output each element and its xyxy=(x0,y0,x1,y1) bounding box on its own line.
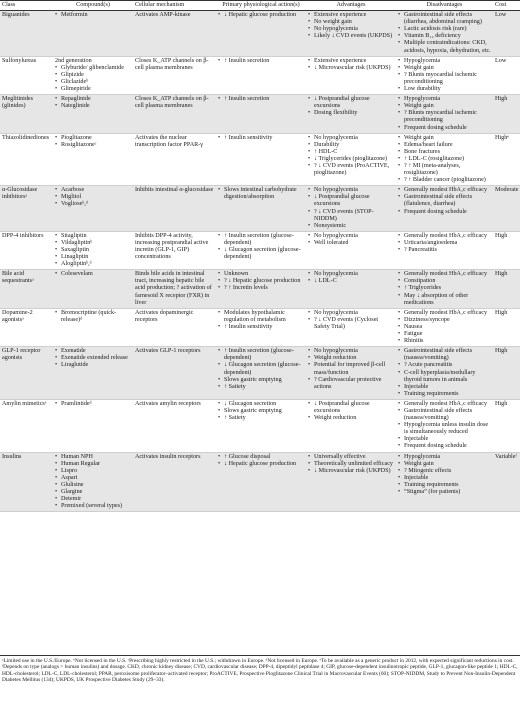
cell-class: Insulins xyxy=(0,452,53,512)
physiology-item: • ↓ Hepatic glucose production xyxy=(218,461,304,468)
cell-mechanism: Binds bile acids in intestinal tract, increasing hepatic bile acid production; ? activation of farnesoid X receptor (FXR) in liver xyxy=(133,270,216,308)
disadvantages-list xyxy=(398,401,491,451)
table-row xyxy=(0,231,520,269)
compounds-list xyxy=(55,310,131,324)
advantages-list xyxy=(308,12,394,40)
disadvantages-item: • Hypoglycemia xyxy=(398,58,491,65)
compounds-item: • Glyburide/ glibenclamide xyxy=(55,65,131,72)
header-mechanism: Cellular mechanism xyxy=(133,1,216,11)
cell-mechanism: Activates GLP-1 receptors xyxy=(133,347,216,400)
disadvantages-item: • Hypoglycemia xyxy=(398,454,491,461)
cell-disadvantages xyxy=(396,11,493,57)
physiology-item: • ↓ Hepatic glucose production xyxy=(218,12,304,19)
physiology-item: • ↑ Insulin secretion (glucose-dependent) xyxy=(218,348,304,362)
cell-cost: Variableᶠ xyxy=(493,452,520,512)
disadvantages-item: • Edema/heart failure xyxy=(398,142,491,149)
disadvantages-item: • Multiple contraindications: CKD, acidosis, hypoxia, dehydration, etc. xyxy=(398,40,491,54)
compounds-list xyxy=(55,233,131,268)
cell-advantages xyxy=(306,308,396,346)
cell-class: Bile acid sequestrantsᵃ xyxy=(0,270,53,308)
compounds-list xyxy=(55,271,131,278)
compounds-item: • Sitagliptin xyxy=(55,233,131,240)
disadvantages-item: • ? Pancreatitis xyxy=(398,247,491,254)
cell-physiology xyxy=(216,95,306,133)
cell-cost: Low xyxy=(493,11,520,57)
advantages-item: • No hypoglycemia xyxy=(308,135,394,142)
cell-physiology xyxy=(216,308,306,346)
physiology-list xyxy=(218,12,304,19)
physiology-item: • Slows gastric emptying xyxy=(218,377,304,384)
disadvantages-item: • Vitamin B₁₂ deficiency xyxy=(398,33,491,40)
table-row xyxy=(0,11,520,57)
cell-physiology xyxy=(216,11,306,57)
cell-cost: High xyxy=(493,347,520,400)
cell-advantages xyxy=(306,231,396,269)
disadvantages-item: • ? Blunts myocardial ischemic preconditioning xyxy=(398,110,491,124)
advantages-item: • No hypoglycemia xyxy=(308,26,394,33)
disadvantages-list xyxy=(398,12,491,55)
disadvantages-item: • Frequent dosing schedule xyxy=(398,443,491,450)
advantages-item: • Extensive experience xyxy=(308,12,394,19)
disadvantages-item: • ? Acute pancreatitis xyxy=(398,362,491,369)
disadvantages-item: • Gastrointestinal side effects (diarrhea, abdominal cramping) xyxy=(398,12,491,26)
cell-disadvantages xyxy=(396,56,493,94)
disadvantages-item: • Weight gain xyxy=(398,135,491,142)
cell-compounds xyxy=(53,11,133,57)
advantages-item: • ? ↓ CVD events (Cycloset Safety Trial) xyxy=(308,317,394,331)
disadvantages-item: • Generally modest HbA₁c efficacy xyxy=(398,271,491,278)
cell-cost: Moderate xyxy=(493,186,520,232)
disadvantages-list xyxy=(398,271,491,306)
cell-compounds xyxy=(53,56,133,94)
disadvantages-item: • Weight gain xyxy=(398,461,491,468)
disadvantages-list xyxy=(398,454,491,497)
physiology-list xyxy=(218,96,304,103)
cell-disadvantages xyxy=(396,133,493,186)
cell-disadvantages xyxy=(396,270,493,308)
advantages-item: • ? Cardiovascular protective actions xyxy=(308,377,394,391)
cell-advantages xyxy=(306,186,396,232)
disadvantages-list xyxy=(398,233,491,254)
cell-advantages xyxy=(306,133,396,186)
physiology-list xyxy=(218,233,304,261)
cell-advantages xyxy=(306,347,396,400)
physiology-list xyxy=(218,310,304,331)
compounds-item: • Human NPH xyxy=(55,454,131,461)
disadvantages-item: • Gastrointestinal side effects (flatulence, diarrhea) xyxy=(398,194,491,208)
physiology-list xyxy=(218,187,304,201)
physiology-item: • Modulates hypothalamic regulation of metabolism xyxy=(218,310,304,324)
header-cost: Cost xyxy=(493,1,520,11)
physiology-list xyxy=(218,401,304,422)
disadvantages-item: • Gastrointestinal side effects (nausea/vomiting) xyxy=(398,408,491,422)
disadvantages-item: • Nausea xyxy=(398,324,491,331)
advantages-item: • ? ↓ CVD events (ProACTIVE, pioglitazone) xyxy=(308,163,394,177)
compounds-item: • Exenatide extended release xyxy=(55,355,131,362)
cell-cost: Low xyxy=(493,56,520,94)
compounds-item: • Liraglutide xyxy=(55,362,131,369)
cell-disadvantages xyxy=(396,399,493,452)
disadvantages-item: • C-cell hyperplasia/medullary thyroid tumors in animals xyxy=(398,370,491,384)
table-row xyxy=(0,270,520,308)
physiology-item: • ↑ Glucose disposal xyxy=(218,454,304,461)
cell-compounds xyxy=(53,399,133,452)
cell-disadvantages xyxy=(396,186,493,232)
compounds-item: • Glimepiride xyxy=(55,86,131,93)
disadvantages-item: • Weight gain xyxy=(398,103,491,110)
advantages-item: • ↓ Postprandial glucose excursions xyxy=(308,401,394,415)
cell-disadvantages xyxy=(396,308,493,346)
disadvantages-item: • Urticaria/angioedema xyxy=(398,240,491,247)
cell-cost: High xyxy=(493,399,520,452)
cell-physiology xyxy=(216,231,306,269)
compounds-item: • Nateglinide xyxy=(55,103,131,110)
cell-physiology xyxy=(216,399,306,452)
advantages-item: • Theoretically unlimited efficacy xyxy=(308,461,394,468)
advantages-item: • Weight reduction xyxy=(308,415,394,422)
cell-physiology xyxy=(216,347,306,400)
disadvantages-item: • Injectable xyxy=(398,475,491,482)
advantages-item: • ↓ Postprandial glucose excursions xyxy=(308,96,394,110)
compounds-item: • Alogliptinᵇ,ᵈ xyxy=(55,261,131,268)
cell-class: Biguanides xyxy=(0,11,53,57)
cell-compounds xyxy=(53,452,133,512)
cell-mechanism: Inhibits intestinal α-glucosidase xyxy=(133,186,216,232)
physiology-item: • ↑ Insulin sensitivity xyxy=(218,324,304,331)
compounds-item: • Glipizide xyxy=(55,72,131,79)
cell-class: Thiazolidinediones xyxy=(0,133,53,186)
disadvantages-item: • Bone fractures xyxy=(398,149,491,156)
disadvantages-list xyxy=(398,310,491,345)
disadvantages-item: • Low durability xyxy=(398,86,491,93)
cell-mechanism: Activates AMP-kinase xyxy=(133,11,216,57)
advantages-list xyxy=(308,401,394,422)
cell-class: GLP-1 receptor agonists xyxy=(0,347,53,400)
disadvantages-list xyxy=(398,348,491,398)
advantages-item: • Durability xyxy=(308,142,394,149)
disadvantages-list xyxy=(398,187,491,215)
physiology-item: • ↑ Satiety xyxy=(218,415,304,422)
compounds-item: • Rosiglitazoneᶜ xyxy=(55,142,131,149)
disadvantages-item: • “Stigma” (for patients) xyxy=(398,489,491,496)
advantages-list xyxy=(308,348,394,391)
compounds-item: • Human Regular xyxy=(55,461,131,468)
disadvantages-item: • Dizziness/syncope xyxy=(398,317,491,324)
advantages-item: • No hypoglycemia xyxy=(308,348,394,355)
physiology-item: • ↑ Insulin secretion (glucose-dependent) xyxy=(218,233,304,247)
advantages-item: • ↑ HDL-C xyxy=(308,149,394,156)
compounds-item: • Glargine xyxy=(55,489,131,496)
cell-compounds xyxy=(53,231,133,269)
cell-mechanism: Activates dopaminergic receptors xyxy=(133,308,216,346)
cell-disadvantages xyxy=(396,231,493,269)
cell-class: α-Glucosidase inhibitorsᵃ xyxy=(0,186,53,232)
advantages-item: • No hypoglycemia xyxy=(308,271,394,278)
cell-compounds xyxy=(53,347,133,400)
physiology-item: • ↑ Insulin secretion xyxy=(218,58,304,65)
disadvantages-item: • ? ↑ Bladder cancer (pioglitazone) xyxy=(398,177,491,184)
cell-cost: High xyxy=(493,270,520,308)
cell-mechanism: Inhibits DPP-4 activity, increasing postprandial active incretin (GLP-1, GIP) concentrations xyxy=(133,231,216,269)
cell-physiology xyxy=(216,186,306,232)
disadvantages-item: • ↑ Triglycerides xyxy=(398,285,491,292)
cell-physiology xyxy=(216,56,306,94)
table-body xyxy=(0,11,520,512)
disadvantages-list xyxy=(398,58,491,93)
disadvantages-list xyxy=(398,135,491,185)
advantages-item: • ↓ Microvascular risk (UKPDS) xyxy=(308,65,394,72)
disadvantages-item: • Generally modest HbA₁c efficacy xyxy=(398,401,491,408)
table-row xyxy=(0,133,520,186)
cell-cost: High xyxy=(493,231,520,269)
disadvantages-item: • May ↓ absorption of other medications xyxy=(398,293,491,307)
advantages-item: • No hypoglycemia xyxy=(308,310,394,317)
cell-disadvantages xyxy=(396,452,493,512)
disadvantages-item: • Hypoglycemia xyxy=(398,96,491,103)
cell-compounds xyxy=(53,270,133,308)
disadvantages-item: • Generally modest HbA₁c efficacy xyxy=(398,187,491,194)
compounds-item: • Aspart xyxy=(55,475,131,482)
physiology-list xyxy=(218,58,304,65)
table-row xyxy=(0,347,520,400)
cell-mechanism: Activates amylin receptors xyxy=(133,399,216,452)
cell-class: Sulfonylureas xyxy=(0,56,53,94)
disadvantages-item: • Training requirements xyxy=(398,391,491,398)
cell-advantages xyxy=(306,452,396,512)
advantages-list xyxy=(308,135,394,178)
table-row xyxy=(0,308,520,346)
advantages-list xyxy=(308,58,394,72)
compounds-item: • Glulisine xyxy=(55,482,131,489)
physiology-item: • Slows intestinal carbohydrate digestion/absorption xyxy=(218,187,304,201)
cell-advantages xyxy=(306,270,396,308)
header-row xyxy=(0,1,520,11)
advantages-list xyxy=(308,233,394,247)
disadvantages-item: • Lactic acidosis risk (rare) xyxy=(398,26,491,33)
disadvantages-item: • Injectable xyxy=(398,384,491,391)
physiology-list xyxy=(218,135,304,142)
header-disadvantages: Disadvantages xyxy=(396,1,493,11)
table-footnote: ᵃLimited use in the U.S./Europe. ᵇNot licensed in the U.S. ᶜPrescribing highly restricted in the U.S.; withdrawn in Europe. ᵈNot licensed in Europe. ᵉTo be available as a generic product in 2012, with expected significant reductions in cost. ᶠDepends on type (analogs > human insulins) and dosage. CKD, chronic kidney disease; CVD, cardiovascular disease; DPP-4, dipeptidyl peptidase 4; GIP, glucose-dependent insulinotropic peptide, GLP-1, glucagon-like peptide 1; HDL-C, HDL-cholesterol; LDL-C, LDL-cholesterol; PPAR, peroxisome proliferator–activated receptor; ProACTIVE, Prospective Pioglitazone Clinical Trial in Macrovascular Events (60); STOP-NIDDM, Study to Prevent Non-Insulin-Dependent Diabetes Mellitus (134); UKPDS, UK Prospective Diabetes Study (29–33). xyxy=(0,655,520,683)
compounds-item: • Gliclazideᵇ xyxy=(55,79,131,86)
advantages-item: • ↓ Postprandial glucose excursions xyxy=(308,194,394,208)
advantages-item: • Universally effective xyxy=(308,454,394,461)
compounds-list xyxy=(55,187,131,208)
physiology-list xyxy=(218,271,304,292)
compounds-list xyxy=(55,58,131,93)
advantages-item: • Likely ↓ CVD events (UKPDS) xyxy=(308,33,394,40)
cell-advantages xyxy=(306,399,396,452)
cell-mechanism: Activates the nuclear transcription factor PPAR-γ xyxy=(133,133,216,186)
advantages-item: • Dosing flexibility xyxy=(308,110,394,117)
physiology-list xyxy=(218,454,304,468)
advantages-list xyxy=(308,187,394,230)
compounds-list xyxy=(55,96,131,110)
advantages-item: • Nonsystemic xyxy=(308,223,394,230)
compounds-item: • Voglioseᵇ,ᵈ xyxy=(55,201,131,208)
cell-mechanism: Closes K_ATP channels on β-cell plasma membranes xyxy=(133,95,216,133)
disadvantages-item: • Frequent dosing schedule xyxy=(398,209,491,216)
compounds-item: • Metformin xyxy=(55,12,131,19)
cell-physiology xyxy=(216,133,306,186)
compounds-item: • Bromocriptine (quick-release)ᵈ xyxy=(55,310,131,324)
disadvantages-item: • Generally modest HbA₁c efficacy xyxy=(398,233,491,240)
table-row xyxy=(0,95,520,133)
compounds-item: • Miglitol xyxy=(55,194,131,201)
physiology-item: • ? ↓ Hepatic glucose production xyxy=(218,278,304,285)
physiology-item: • Unknown xyxy=(218,271,304,278)
cell-advantages xyxy=(306,95,396,133)
disadvantages-item: • Rhinitis xyxy=(398,338,491,345)
disadvantages-item: • ↑ LDL-C (rosiglitazone) xyxy=(398,156,491,163)
cell-physiology xyxy=(216,270,306,308)
advantages-item: • Extensive experience xyxy=(308,58,394,65)
cell-compounds xyxy=(53,95,133,133)
physiology-item: • ↓ Glucagon secretion (glucose-dependent) xyxy=(218,247,304,261)
cell-disadvantages xyxy=(396,347,493,400)
disadvantages-item: • Generally modest HbA₁c efficacy xyxy=(398,310,491,317)
header-class: Class xyxy=(0,1,53,11)
cell-mechanism: Activates insulin receptors xyxy=(133,452,216,512)
advantages-item: • Weight reduction xyxy=(308,355,394,362)
disadvantages-item: • ? Mitogenic effects xyxy=(398,468,491,475)
compounds-item: • Acarbose xyxy=(55,187,131,194)
table-row xyxy=(0,452,520,512)
cell-physiology xyxy=(216,452,306,512)
compounds-item: • Premixed (several types) xyxy=(55,503,131,510)
compounds-list xyxy=(55,12,131,19)
cell-advantages xyxy=(306,11,396,57)
advantages-list xyxy=(308,454,394,475)
cell-class: Dopamine-2 agonistsᵃ xyxy=(0,308,53,346)
compounds-item: • Pramlintideᵈ xyxy=(55,401,131,408)
disadvantages-list xyxy=(398,96,491,131)
physiology-item: • Slows gastric emptying xyxy=(218,408,304,415)
physiology-item: • ↓ Glucagon secretion (glucose-dependent) xyxy=(218,362,304,376)
advantages-item: • Well tolerated xyxy=(308,240,394,247)
disadvantages-item: • Training requirements xyxy=(398,482,491,489)
compounds-item: • Saxagliptin xyxy=(55,247,131,254)
advantages-item: • ↓ LDL-C xyxy=(308,278,394,285)
advantages-item: • No hypoglycemia xyxy=(308,233,394,240)
cell-cost: High xyxy=(493,95,520,133)
physiology-item: • ↑ Satiety xyxy=(218,384,304,391)
cell-cost: Highᵉ xyxy=(493,133,520,186)
cell-compounds xyxy=(53,308,133,346)
compounds-list xyxy=(55,401,131,408)
cell-advantages xyxy=(306,56,396,94)
compounds-item: 2nd generation xyxy=(55,57,92,64)
disadvantages-item: • Weight gain xyxy=(398,65,491,72)
advantages-item: • ↓ Triglycerides (pioglitazone) xyxy=(308,156,394,163)
compounds-item: • Colesevelam xyxy=(55,271,131,278)
advantages-list xyxy=(308,96,394,117)
physiology-item: • ↓ Glucagon secretion xyxy=(218,401,304,408)
advantages-item: • No weight gain xyxy=(308,19,394,26)
cell-compounds xyxy=(53,133,133,186)
physiology-item: • ↑ Insulin secretion xyxy=(218,96,304,103)
compounds-item: • Linagliptin xyxy=(55,254,131,261)
compounds-item: • Repaglinide xyxy=(55,96,131,103)
header-compounds: Compound(s) xyxy=(53,1,133,11)
disadvantages-item: • ? ↑ MI (meta-analyses, rosiglitazone) xyxy=(398,163,491,177)
cell-class: DPP-4 inhibitors xyxy=(0,231,53,269)
physiology-item: • ? ↑ Incretin levels xyxy=(218,285,304,292)
disadvantages-item: • ? Blunts myocardial ischemic preconditioning xyxy=(398,72,491,86)
cell-class: Meglitinides (glinides) xyxy=(0,95,53,133)
advantages-item: • No hypoglycemia xyxy=(308,187,394,194)
compounds-item: • Pioglitazone xyxy=(55,135,131,142)
compounds-list xyxy=(55,348,131,369)
table-row xyxy=(0,186,520,232)
header-physiology: Primary physiological action(s) xyxy=(216,1,306,11)
advantages-list xyxy=(308,310,394,331)
disadvantages-item: • Hypoglycemia unless insulin dose is simultaneously reduced xyxy=(398,422,491,436)
disadvantages-item: • Frequent dosing schedule xyxy=(398,125,491,132)
compounds-list xyxy=(55,454,131,511)
header-advantages: Advantages xyxy=(306,1,396,11)
physiology-item: • ↑ Insulin sensitivity xyxy=(218,135,304,142)
compounds-list xyxy=(55,135,131,149)
table-row xyxy=(0,399,520,452)
advantages-item: • ↓ Microvascular risk (UKPDS) xyxy=(308,468,394,475)
cell-compounds xyxy=(53,186,133,232)
disadvantages-item: • Injectable xyxy=(398,436,491,443)
compounds-item: • Exenatide xyxy=(55,348,131,355)
cell-class: Amylin mimeticsᵃ xyxy=(0,399,53,452)
advantages-item: • ? ↓ CVD events (STOP-NIDDM) xyxy=(308,209,394,223)
compounds-item: • Lispro xyxy=(55,468,131,475)
advantages-list xyxy=(308,271,394,285)
disadvantages-item: • Fatigue xyxy=(398,331,491,338)
table-row xyxy=(0,56,520,94)
cell-cost: High xyxy=(493,308,520,346)
disadvantages-item: • Constipation xyxy=(398,278,491,285)
compounds-item: • Detemir xyxy=(55,496,131,503)
compounds-item: • Vildagliptinᵇ xyxy=(55,240,131,247)
physiology-list xyxy=(218,348,304,391)
cell-mechanism: Closes K_ATP channels on β-cell plasma membranes xyxy=(133,56,216,94)
advantages-item: • Potential for improved β-cell mass/function xyxy=(308,362,394,376)
disadvantages-item: • Gastrointestinal side effects (nausea/vomiting) xyxy=(398,348,491,362)
cell-disadvantages xyxy=(396,95,493,133)
